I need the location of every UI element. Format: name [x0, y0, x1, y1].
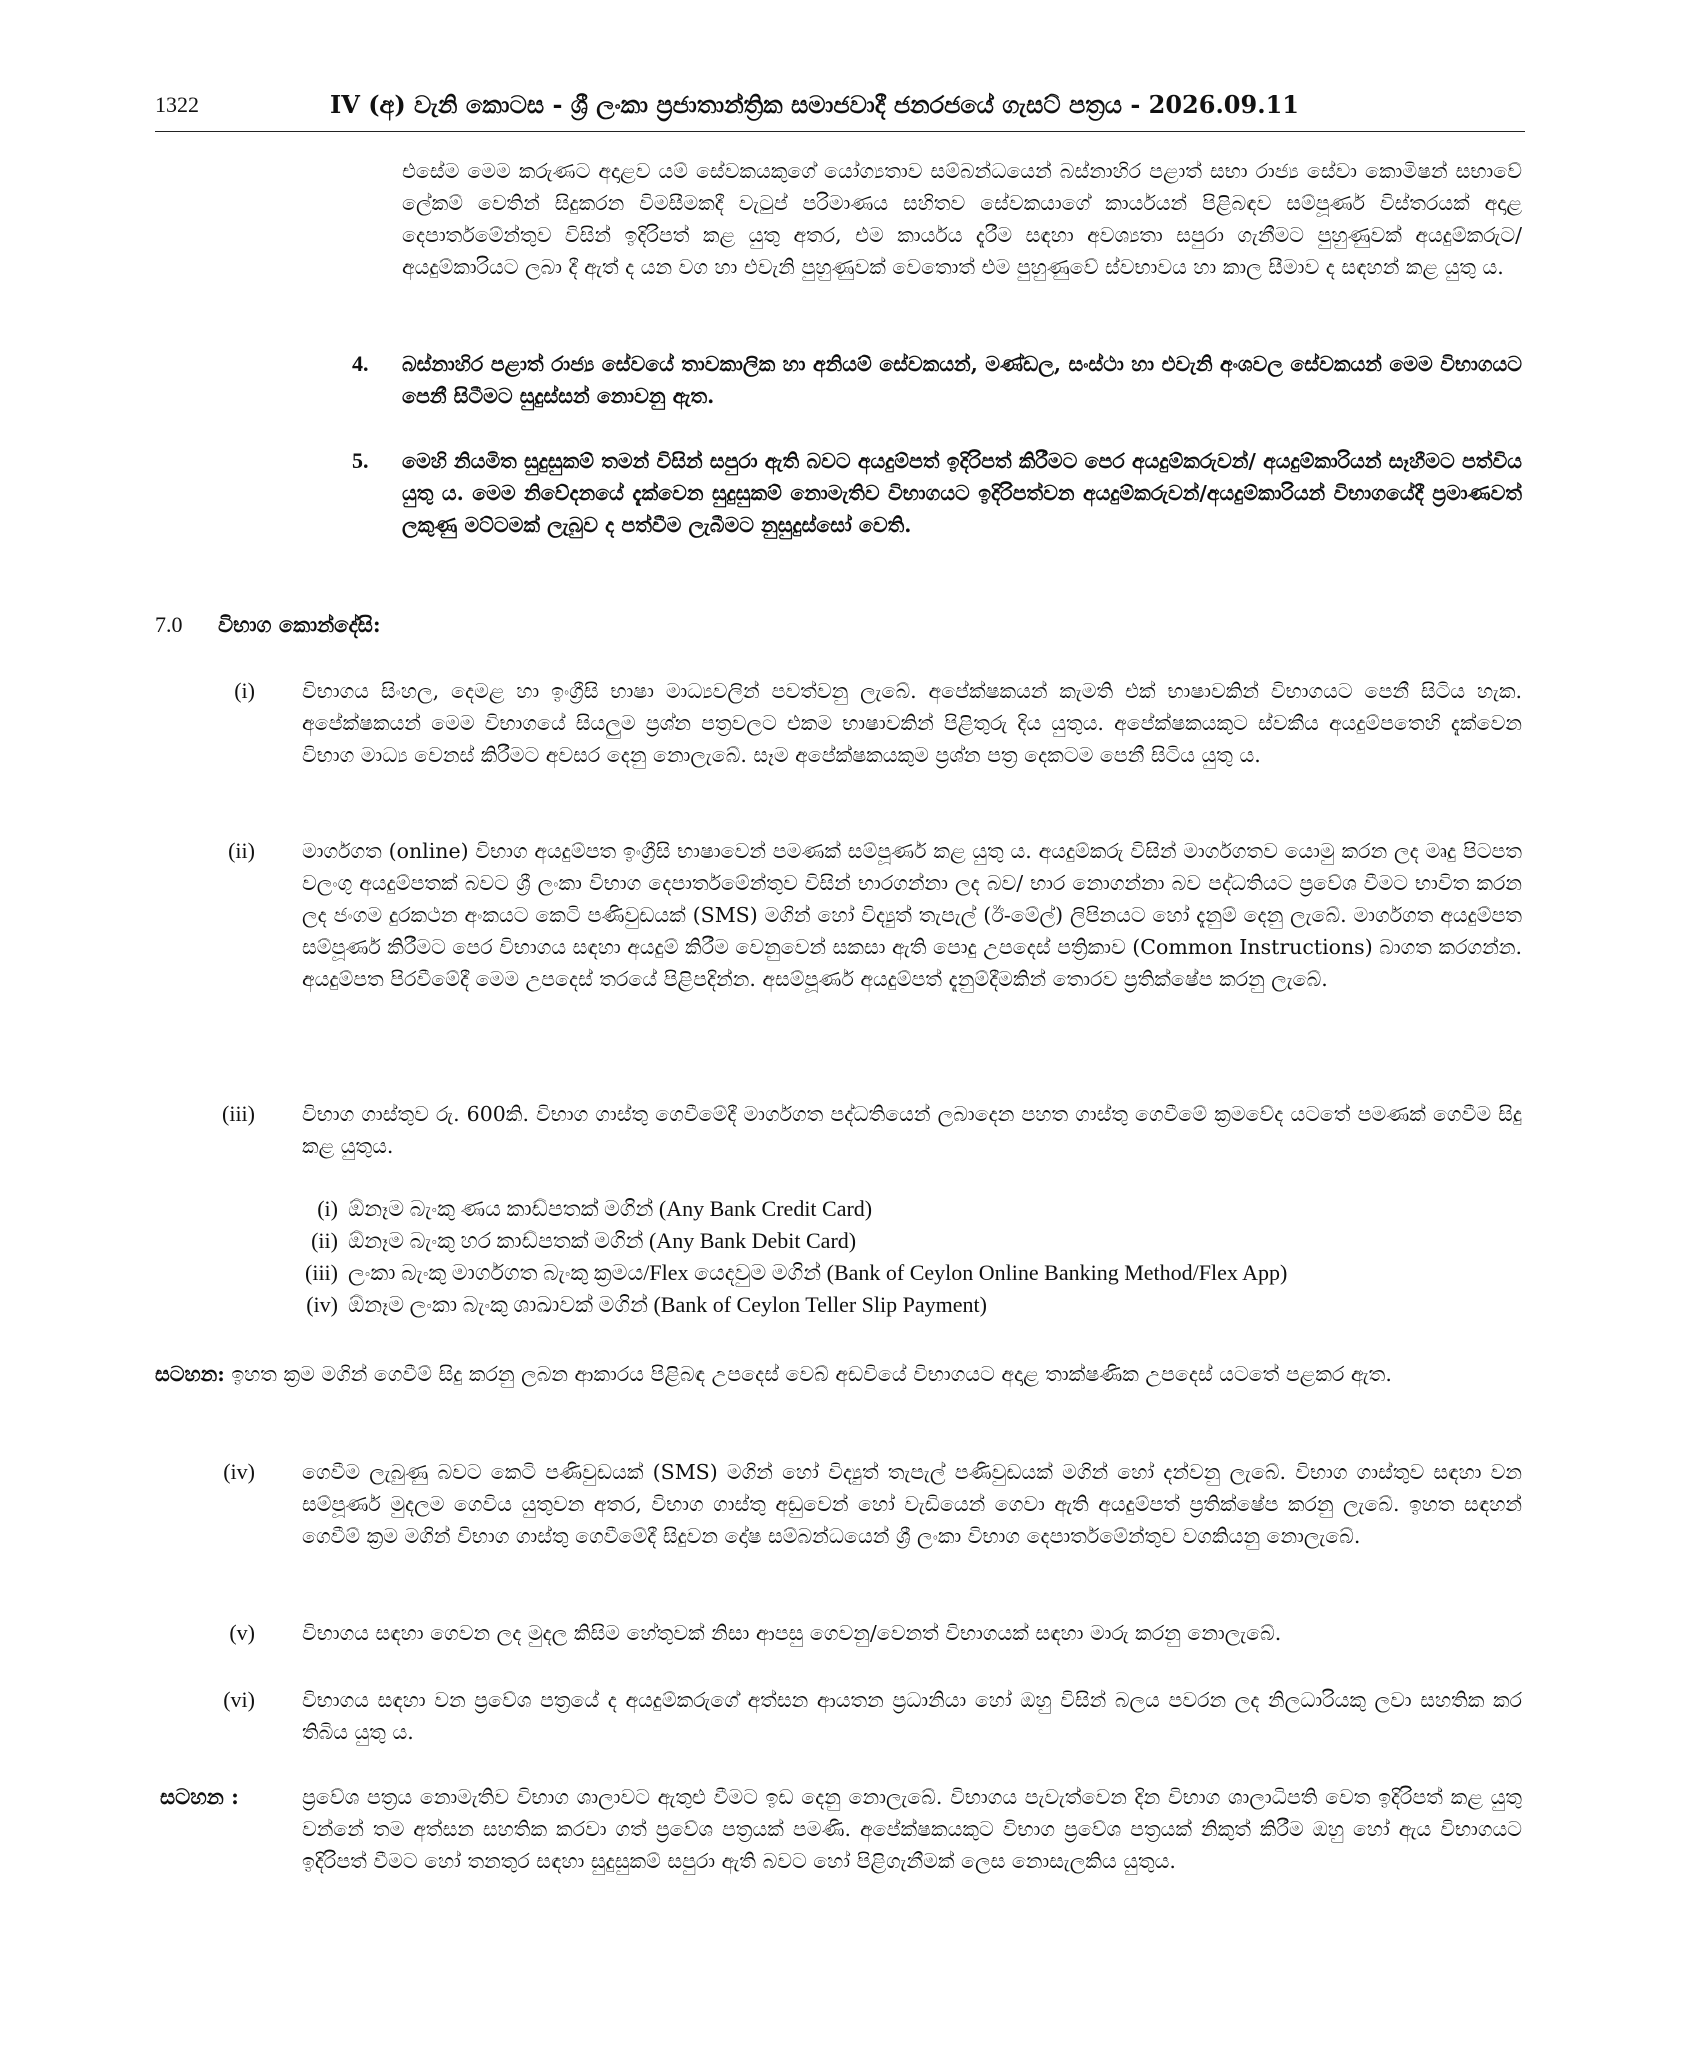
page-number: 1322 — [155, 92, 199, 117]
section-number: 7.0 — [155, 612, 183, 637]
condition-ii-text: මාර්ගගත (online) විභාග අයදුම්පත ඉංග්‍රීසි භාෂාවෙන් පමණක් සම්පූර්ණ කළ යුතු ය. අයදුම්කරු විසින් මාර්ගගතව යොමු කරන ලද මෘදු පිටපත වලංගු අයදුම්පතක් බවට ශ්‍රී ලංකා විභාග දෙපාර්තමේන්තුව විසින් භාරගන්නා ලද බව/ භාර නොගන්නා බව පද්ධතියට ප්‍රවේශ වීමට භාවිත කරන ලද ජංගම දුරකථන අංකයට කෙටි පණිවුඩයක් (SMS) මගින් හෝ විද්‍යුත් තැපැල් (ඊ-මේල්) ලිපිනයට හෝ දැනුම් දෙනු ලැබේ. මාර්ගගත අයදුම්පත සම්පූර්ණ කිරීමට පෙර විභාගය සඳහා අයදුම් කිරීම වෙනුවෙන් සකසා ඇති පොදු උපදෙස් පත්‍රිකාව (Common Instructions) බාගත කරගන්න. අයදුම්පත පිරවීමේදී මෙම උපදෙස් තරයේ පිළිපදින්න. අසම්පූර්ණ අයදුම්පත් දැනුම්දීමකින් තොරව ප්‍රතික්ෂේප කරනු ලැබේ. — [302, 839, 1522, 991]
condition-i-text: විභාගය සිංහල, දෙමළ හා ඉංග්‍රීසි භාෂා මාධ්‍යවලින් පවත්වනු ලැබේ. අපේක්ෂකයන් කැමති එක් භාෂාවකින් විභාගයට පෙනී සිටිය හැක. අපේක්ෂකයන් මෙම විභාගයේ සියලුම ප්‍රශ්න පත්‍රවලට එකම භාෂාවකින් පිළිතුරු දිය යුතුය. අපේක්ෂකයකුට ස්වකීය අයදුම්පතෙහි දැක්වෙන විභාග මාධ්‍ය වෙනස් කිරීමට අවසර දෙනු නොලැබේ. සෑම අපේක්ෂකයකුම ප්‍රශ්න පත්‍ර දෙකටම පෙනී සිටිය යුතු ය. — [302, 679, 1522, 767]
condition-v-text: විභාගය සඳහා ගෙවන ලද මුදල කිසිම හේතුවක් නිසා ආපසු ගෙවනු/වෙනත් විභාගයක් සඳහා මාරු කරනු නොලැබේ. — [302, 1621, 1282, 1645]
note-1-label: සටහන: — [155, 1362, 225, 1386]
item-number-4: 4. — [352, 351, 369, 376]
header-rule — [155, 131, 1525, 132]
condition-iv-text: ගෙවීම ලැබුණු බවට කෙටි පණිවුඩයක් (SMS) මගින් හෝ විද්‍යුත් තැපැල් පණිවුඩයක් මගින් හෝ දන්වනු ලැබේ. විභාග ගාස්තුව සඳහා වන සම්පූර්ණ මුදලම ගෙවිය යුතුවන අතර, විභාග ගාස්තු අඩුවෙන් හෝ වැඩියෙන් ගෙවා ඇති අයදුම්පත් ප්‍රතික්ෂේප කරනු ලැබේ. ඉහත සඳහන් ගෙවීම් ක්‍රම මගින් විභාග ගාස්තු ගෙවීමේදී සිදුවන දෝෂ සම්බන්ධයෙන් ශ්‍රී ලංකා විභාග දෙපාර්තමේන්තුව වගකියනු නොලැබේ. — [302, 1460, 1522, 1548]
payment-method-text: ඕනෑම බැංකු ණය කාඩ්පතක් මගින් (Any Bank Credit Card) — [348, 1196, 873, 1221]
header-title: IV (අ) වැනි කොටස - ශ්‍රී ලංකා ප්‍රජාතාන්ත්‍රික සමාජවාදී ජනරජයේ ගැසට් පත්‍රය - 2026.09.11 — [330, 90, 1299, 119]
condition-iii-text: විභාග ගාස්තුව රු. 600කි. විභාග ගාස්තු ගෙවීමේදී මාර්ගගත පද්ධතියෙන් ලබාදෙන පහත ගාස්තු ගෙවීමේ ක්‍රමවේද යටතේ පමණක් ගෙවීම සිදු කළ යුතුය. — [302, 1102, 1522, 1158]
condition-number-vi: (vi) — [223, 1687, 255, 1712]
item-number-5: 5. — [352, 448, 369, 473]
payment-method-text: ඕනෑම බැංකු හර කාඩ්පතක් මගින් (Any Bank Debit Card) — [348, 1228, 857, 1253]
payment-method-number: (i) — [317, 1196, 338, 1221]
note-1-text: ඉහත ක්‍රම මගින් ගෙවීම් සිදු කරනු ලබන ආකාරය පිළිබඳ උපදෙස් වෙබ් අඩවියේ විභාගයට අදාළ තාක්ෂණික උපදෙස් යටතේ පළකර ඇත. — [224, 1362, 1392, 1386]
note-2-label: සටහන : — [160, 1784, 239, 1809]
note-2-text: ප්‍රවේශ පත්‍රය නොමැතිව විභාග ශාලාවට ඇතුළු වීමට ඉඩ දෙනු නොලැබේ. විභාගය පැවැත්වෙන දින විභාග ශාලාධිපති වෙත ඉදිරිපත් කළ යුතු වන්නේ තම අත්සන සහතික කරවා ගත් ප්‍රවේශ පත්‍රයක් පමණි. අපේක්ෂකයකුට විභාග ප්‍රවේශ පත්‍රයක් නිකුත් කිරීම ඔහු හෝ ඇය විභාගයට ඉදිරිපත් වීමට හෝ තනතුර සඳහා සුදුසුකම් සපුරා ඇති බවට හෝ පිළිගැනීමක් ලෙස නොසැලකිය යුතුය. — [302, 1785, 1522, 1873]
payment-method — [288, 1289, 987, 1321]
payment-method-number: (ii) — [311, 1228, 338, 1253]
payment-method — [288, 1225, 856, 1257]
payment-method-text: ඕනෑම ලංකා බැංකු ශාඛාවක් මගින් (Bank of Ceylon Teller Slip Payment) — [348, 1292, 987, 1317]
condition-number-i: (i) — [234, 678, 255, 703]
item-5-text: මෙහි නියමිත සුදුසුකම් තමන් විසින් සපුරා ඇති බවට අයදුම්පත් ඉදිරිපත් කිරීමට පෙර අයදුම්කරුවන්/ අයදුම්කාරියන් සෑහීමට පත්විය යුතු ය. මෙම නිවේදනයේ දැක්වෙන සුදුසුකම් නොමැතිව විභාගයට ඉදිරිපත්වන අයදුම්කරුවන්/අයදුම්කාරියන් විභාගයේදී ප්‍රමාණවත් ලකුණු මට්ටමක් ලැබුව ද පත්වීම ලැබීමට නුසුදුස්සෝ වෙති. — [402, 449, 1522, 537]
condition-number-iv: (iv) — [223, 1459, 255, 1484]
section-title: විභාග කොන්දේසි: — [218, 612, 381, 637]
note-1 — [155, 1358, 1522, 1390]
condition-number-iii: (iii) — [222, 1101, 255, 1126]
condition-vi-text: විභාගය සඳහා වන ප්‍රවේශ පත්‍රයේ ද අයදුම්කරුගේ අත්සන ආයතන ප්‍රධානියා හෝ ඔහු විසින් බලය පවරන ලද නිලධාරියකු ලවා සහතික කර තිබිය යුතු ය. — [302, 1688, 1522, 1744]
condition-number-ii: (ii) — [228, 838, 255, 863]
payment-method-text: ලංකා බැංකු මාර්ගගත බැංකු ක්‍රමය/Flex යෙදවුම මගින් (Bank of Ceylon Online Banking Method/Flex App) — [348, 1260, 1288, 1285]
item-4-text: බස්නාහිර පළාත් රාජ්‍ය සේවයේ තාවකාලික හා අනියම් සේවකයන්, මණ්ඩල, සංස්ථා හා එවැනි අංශවල සේවකයන් මෙම විභාගයට පෙනී සිටීමට සුදුස්සන් නොවනු ඇත. — [402, 352, 1522, 408]
payment-method-number: (iii) — [305, 1260, 338, 1285]
page-header — [155, 88, 1525, 128]
payment-method — [288, 1193, 872, 1225]
payment-method-number: (iv) — [306, 1292, 338, 1317]
intro-paragraph: එසේම මෙම කරුණට අදාළව යම් සේවකයකුගේ යෝග්‍යතාව සම්බන්ධයෙන් බස්නාහිර පළාත් සභා රාජ්‍ය සේවා කොමිෂන් සභාවේ ලේකම් වෙතින් සිදුකරන විමසීමකදී වැටුප් පරිමාණය සහිතව සේවකයාගේ කාර්යයන් පිළිබඳව සම්පූර්ණ විස්තරයක් අදාළ දෙපාර්තමේන්තුව විසින් ඉදිරිපත් කළ යුතු අතර, එම කාර්යය දැරීම සඳහා අවශ්‍යතා සපුරා ගැනීමට පුහුණුවක් අයදුම්කරුට/අයදුම්කාරියට ලබා දී ඇත් ද යන වග හා එවැනි පුහුණුවක් වෙතොත් එම පුහුණුවේ ස්වභාවය හා කාල සීමාව ද සඳහන් කළ යුතු ය. — [402, 159, 1522, 279]
payment-method — [288, 1257, 1287, 1289]
condition-number-v: (v) — [229, 1620, 255, 1645]
